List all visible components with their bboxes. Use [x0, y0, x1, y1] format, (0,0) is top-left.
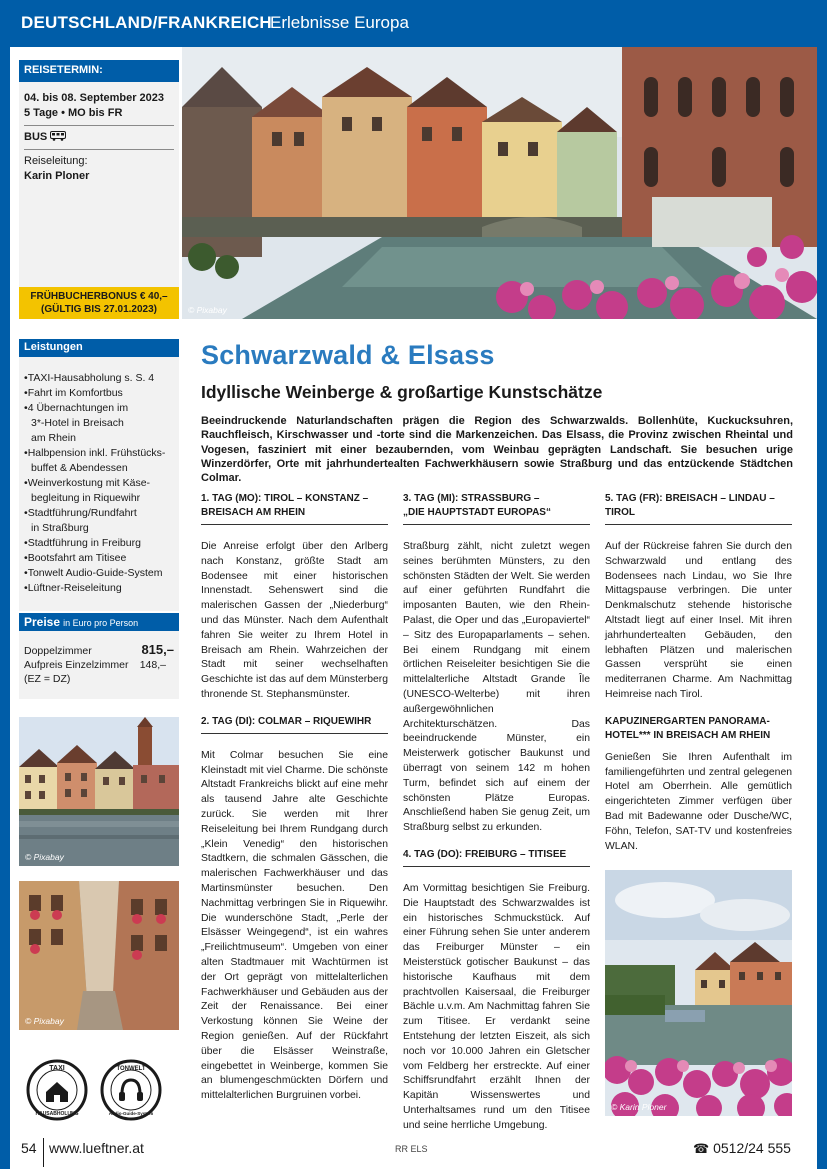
header-subtitle: Erlebnisse Europa: [270, 13, 409, 32]
column-3: [605, 492, 792, 866]
day-4-heading: 4. TAG (DO): FREIBURG – TITISEE: [403, 848, 590, 867]
website-link[interactable]: www.lueftner.at: [49, 1140, 144, 1156]
leistung-item: • Stadtführung/Rundfahrt in Straßburg: [23, 506, 175, 536]
photo-credit: © Pixabay: [25, 852, 64, 862]
phone-icon: ☎: [693, 1141, 710, 1156]
tonwelt-badge-bottom: Audio-Guide-System: [108, 1111, 154, 1116]
intro-text: Beeindruckende Naturlandschaften prägen die Region des Schwarzwalds. Bollenhüte, Kuckucksuhren, Rauchfleisch, Kirschwasser und -torte sind die Markenzeichen. Das Elsass, die Provinz zwischen Rheintal und Vogesen, fasziniert mit einer bezaubernden, vom Weinbau geprägten Landschaft. Sie besuchen urige Winzerdörfer, Orte mit jahrhundertealten Fachwerkhäusern sowie Straßburg und das entzückende Städtchen Colmar.: [201, 415, 793, 485]
leistung-item: • TAXI-Hausabholung s. S. 4: [23, 371, 175, 386]
day-2-heading: 2. TAG (DI): COLMAR – RIQUEWIHR: [201, 715, 388, 734]
leistung-item: • Lüftner-Reiseleitung: [23, 581, 175, 596]
single-supplement-price: 148,–: [139, 659, 166, 671]
hotel-text: Genießen Sie Ihren Aufenthalt im familiengeführten und zentral gelegenen Hotel am Oberrhein. Alle gemütlich eingerichteten Zimmer verfügen über Bad mit Badewanne oder Dusche/WC, Föhn, Telefon, SAT-TV und kostenfreies WLAN.: [605, 751, 792, 852]
leistung-item: • Tonwelt Audio-Guide-System: [23, 566, 175, 581]
photo-canal-flowers-image: [605, 870, 792, 1116]
leistung-item: • Bootsfahrt am Titisee: [23, 551, 175, 566]
leistung-item: • 4 Übernachtungen im 3*-Hotel in Breisach am Rhein: [23, 401, 175, 446]
day-5-text: Auf der Rückreise fahren Sie durch den Schwarzwald und entlang des Bodensees nach Lindau, wo Sie Ihre Mittagspause verbringen. Die unter Denkmalschutz stehende historische Altstadt liegt auf einer Insel. Mit ihren jahrhundertealten Gebäuden, den lebhaften Plätzen und malerischen Gassen versprüht sie einen mediterranen Charme. Am Nachmittag Heimreise nach Tirol.: [605, 541, 792, 700]
leistung-item: • Halbpension inkl. Frühstücks- buffet & Abendessen: [23, 446, 175, 476]
footer-divider: [43, 1138, 44, 1167]
preise-box: [19, 631, 179, 699]
page-title: Schwarzwald & Elsass: [201, 340, 495, 370]
leistung-item: • Stadtführung in Freiburg: [23, 536, 175, 551]
divider: [24, 125, 174, 126]
day-3-heading: 3. TAG (MI): STRASSBURG – „DIE HAUPTSTADT EUROPAS“: [403, 492, 590, 525]
taxi-badge-icon: [28, 1061, 86, 1119]
photo-credit: © Karin Ploner: [611, 1102, 667, 1112]
left-blue-strip: [0, 47, 10, 1139]
travel-duration: 5 Tage • MO bis FR: [24, 107, 123, 119]
preise-heading-bar: [19, 613, 179, 631]
leistung-item: • Fahrt im Komfortbus: [23, 386, 175, 401]
reisetermin-box: [19, 60, 179, 318]
double-room-label: Doppelzimmer: [24, 645, 92, 657]
double-room-price: 815,–: [141, 642, 174, 657]
hero-photo-colmar: [182, 47, 817, 319]
day-1-heading: 1. TAG (MO): TIROL – KONSTANZ – BREISACH AM RHEIN: [201, 492, 388, 525]
hotel-heading: KAPUZINERGARTEN PANORAMA- HOTEL*** IN BREISACH AM RHEIN: [605, 715, 771, 741]
taxi-badge-top: TAXI: [49, 1065, 65, 1072]
bus-icon: [50, 131, 66, 141]
footer-left-strip: [0, 1139, 10, 1169]
page-subtitle: Idyllische Weinberge & großartige Kunstschätze: [201, 382, 603, 402]
preise-note: in Euro pro Person: [63, 618, 139, 628]
early-booking-bonus: [19, 287, 179, 319]
day-3-text: Straßburg zählt, nicht zuletzt wegen seines berühmten Münsters, zu den schönsten Städten der Welt. Sie werden auf einer geführten Rundfahrt die imposanten Bauten, wie den Rhein-Palast, die Oper und das „Europaviertel“ – Sitz des Europaparlaments – sehen. Bei einem Rundgang mit einem örtlichen Reiseleiter besichtigen Sie die mittelalterliche Altstadt Grande Île (UNESCO-Welterbe) mit ihren außergewöhnlichen Architekturschätzen. Das beeindruckende Münster, ein Meisterwerk gotischer Baukunst und überragt von seinem 142 m hohen Turm, befindet sich auf einem der schönsten Plätze Europas. Anschließend haben Sie genug Zeit, um Straßburg selbst zu erkunden.: [403, 541, 590, 834]
day-5-heading: 5. TAG (FR): BREISACH – LINDAU – TIROL: [605, 492, 792, 525]
leistung-item: • Weinverkostung mit Käse- begleitung in Riquewihr: [23, 476, 175, 506]
single-supplement-label: Aufpreis Einzelzimmer: [24, 659, 129, 671]
bonus-line-2: (GÜLTIG BIS 27.01.2023): [41, 304, 157, 315]
right-blue-strip: [817, 47, 827, 1139]
tonwelt-badge-top: TONWELT: [116, 1066, 146, 1072]
phone-text: 0512/24 555: [713, 1140, 791, 1156]
price-row-single: [24, 658, 174, 672]
photo-riquewihr-street: [19, 881, 179, 1030]
day-4-text: Am Vormittag besichtigen Sie Freiburg. Die Hauptstadt des Schwarzwaldes ist ein historisches Schmuckstück. Auf einer Führung sehen Sie unter anderem das Freiburger Münster – ein Meisterstück gotischer Baukunst – das historische Kaufhaus mit dem prachtvollen Kaisersaal, die Freiburger Bächle u.v.m. Am Nachmittag fahren Sie zum Titisee. Er verdankt seine Entstehung der letzten Eiszeit, als sich noch vor 10.000 Jahren ein Gletscher vom Feldberg her erstreckte. Auf einer Schiffsrundfahrt erzählt Ihnen der Kapitän Wissenswertes und Unterhaltsames rund um den Titisee und seine herrliche Umgebung.: [403, 882, 590, 1131]
photo-canal-flowers: [605, 870, 792, 1116]
hero-photo-image: [182, 47, 817, 319]
bonus-line-1: FRÜHBUCHERBONUS € 40,–: [30, 291, 168, 302]
leistungen-list: [19, 357, 179, 611]
photo-riquewihr-street-image: [19, 881, 179, 1030]
divider: [24, 149, 174, 150]
transport-label: BUS: [24, 131, 48, 143]
footer-right-strip: [817, 1139, 827, 1169]
leistungen-heading: Leistungen: [19, 339, 179, 357]
photo-credit: © Pixabay: [25, 1016, 64, 1026]
price-row-double: [24, 643, 174, 658]
header-title: DEUTSCHLAND/FRANKREICH: [21, 13, 272, 32]
reisetermin-heading: REISETERMIN:: [19, 60, 179, 82]
transport-row: [19, 130, 179, 145]
badges: [19, 1050, 179, 1130]
guide-name: Karin Ploner: [24, 170, 90, 182]
header-band: [0, 0, 827, 47]
column-1: [201, 492, 388, 1116]
preise-heading: Preise: [24, 615, 61, 629]
photo-credit: © Pixabay: [188, 305, 227, 315]
photo-colmar-houses: [19, 717, 179, 866]
column-2: [403, 492, 590, 1145]
single-note: (EZ = DZ): [24, 673, 71, 685]
day-2-text: Mit Colmar besuchen Sie eine Kleinstadt mit viel Charme. Die schönste Altstadt Frankreichs blickt auf eine mehr als tausend Jahre alte Geschichte zurück. Sie werden mit Ihrer Reiseleitung bei Ihrem Rundgang durch „Klein Venedig“ den historischen Stadtkern, die schmalen Gässchen, die malerischen Fachwerkhäuser und das Martinsmünster besuchen. Den Nachmittag verbringen Sie in Riquewihr. Die wunderschöne Stadt, „Perle der Elsässer Weingegend“, ist ein wahres „Freilichtmuseum“. Umgeben von einer alten Stadtmauer mit Wachtürmen ist der Ort geprägt von mittelalterlichen Fachwerkhäuser und Gebäuden aus der Zeit der Renaissance. Bei einer Verkostung können Sie Weine der Region genießen. Auf der Rückfahrt über die Elsässer Weinstraße, eingebettet in Weinberge, kommen Sie an blumengeschmückten Dörfern und mittelalterlichen Burgruinen vorbei.: [201, 749, 388, 1102]
service-badges: [19, 1050, 179, 1130]
day-1-text: Die Anreise erfolgt über den Arlberg nach Konstanz, größte Stadt am Bodensee mit einer historischen Innenstadt. Sehenswert sind die malerischen Gassen der „Niederburg“ und das Münster. Nach dem Aufenthalt fahren Sie weiter zu Ihrem Hotel in Breisach am Rhein. Wahrzeichen der Stadt mit seiner wechselhaften Geschichte ist das auf dem Münsterberg thronende St. Stephansmünster.: [201, 541, 388, 700]
tonwelt-badge-icon: [102, 1061, 160, 1119]
page-number: 54: [21, 1140, 37, 1156]
travel-dates: 04. bis 08. September 2023: [24, 92, 165, 104]
photo-colmar-houses-image: [19, 717, 179, 866]
phone-number[interactable]: [693, 1140, 791, 1157]
trip-code: RR ELS: [395, 1144, 428, 1154]
taxi-badge-bottom: HAUSABHOLUNG: [35, 1111, 79, 1117]
guide-label: Reiseleitung:: [24, 155, 88, 167]
